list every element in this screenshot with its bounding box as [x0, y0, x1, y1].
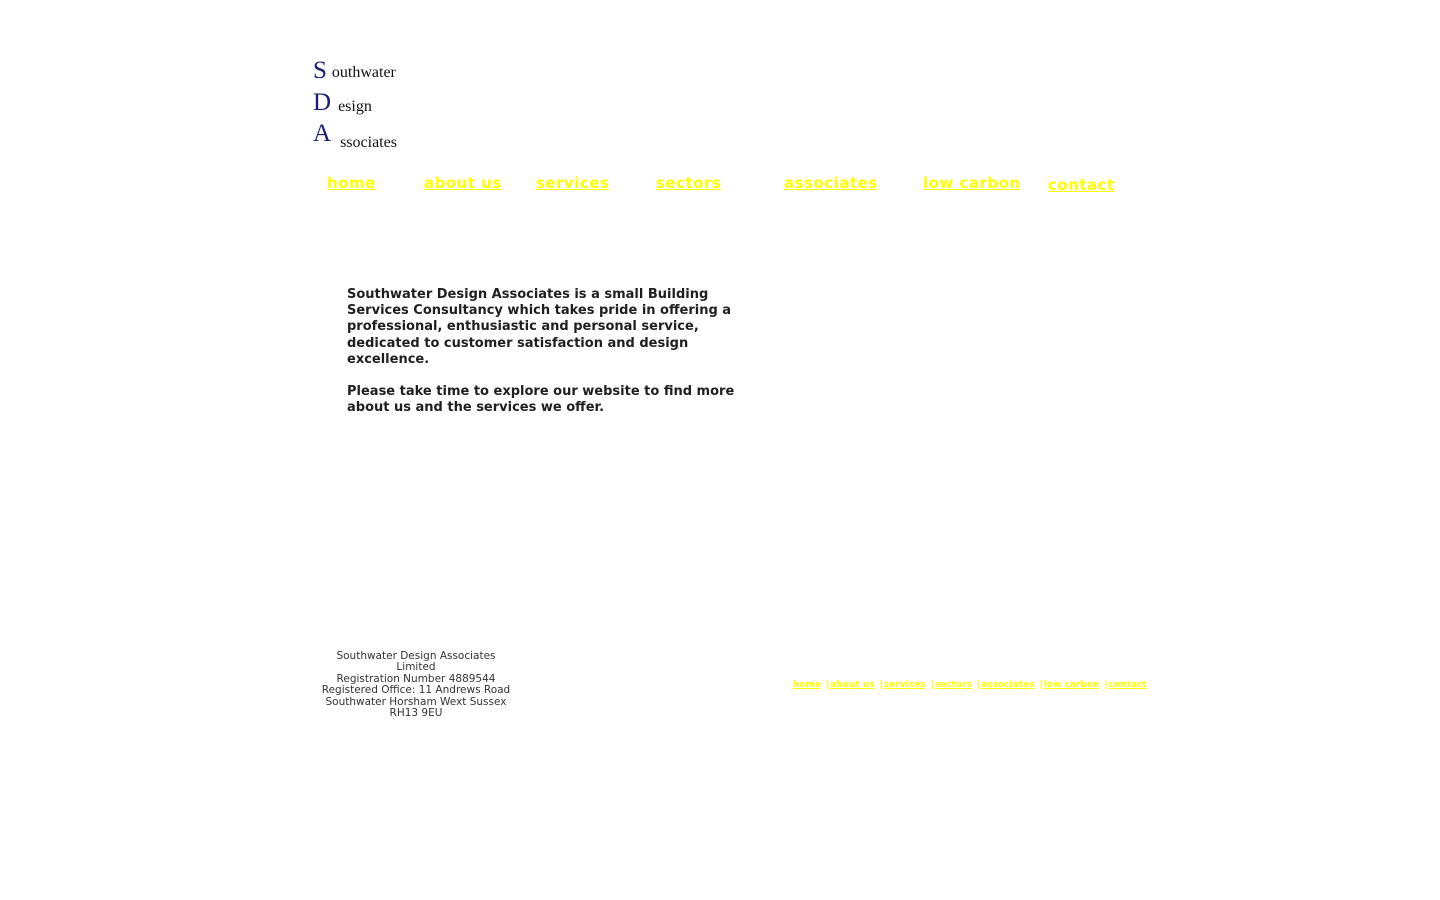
footer-link-contact[interactable]: contact	[1108, 680, 1147, 690]
address-line-office: Registered Office: 11 Andrews Road	[321, 684, 511, 697]
nav-link-low-carbon[interactable]: low carbon	[923, 174, 1021, 192]
address-line-company: Southwater Design Associates Limited	[336, 650, 496, 674]
footer-link-low-carbon[interactable]: low carbon	[1043, 680, 1100, 690]
footer-separator: |	[930, 680, 934, 690]
intro-text	[347, 287, 749, 416]
footer-link-associates[interactable]: associates	[981, 680, 1035, 690]
footer-separator: |	[1039, 680, 1043, 690]
footer-nav	[793, 680, 1147, 690]
logo-text: ssociates	[340, 134, 397, 151]
nav-link-associates[interactable]: associates	[784, 174, 878, 192]
footer-link-about-us[interactable]: about us	[830, 680, 875, 690]
address-line-town: Southwater Horsham Wext Sussex	[325, 695, 507, 708]
intro-paragraph-2: Please take time to explore our website to find more about us and the services we offer.	[347, 384, 735, 416]
logo-text: esign	[338, 98, 372, 115]
address-line-registration: Registration Number 4889544	[336, 672, 496, 685]
intro-paragraph-1: Southwater Design Associates is a small Building Services Consultancy which takes pride in offering a professional, enthusiastic and personal service, dedicated to customer satisfaction and design excellence.	[347, 287, 732, 367]
site-logo	[313, 57, 397, 151]
logo-line	[313, 58, 397, 83]
logo-line	[313, 90, 397, 115]
footer-link-home[interactable]: home	[793, 680, 822, 690]
nav-link-services[interactable]: services	[536, 174, 610, 192]
address-line-postcode: RH13 9EU	[389, 707, 443, 720]
nav-link-home[interactable]: home	[327, 174, 376, 192]
logo-initial: D	[313, 89, 332, 116]
footer-separator: |	[977, 680, 981, 690]
footer-separator: |	[879, 680, 883, 690]
logo-initial: A	[313, 120, 332, 147]
main-nav	[0, 174, 1440, 198]
footer-link-sectors[interactable]: sectors	[934, 680, 973, 690]
nav-link-contact[interactable]: contact	[1048, 176, 1115, 194]
logo-line	[313, 120, 397, 151]
logo-initial: S	[313, 57, 327, 84]
footer-separator: |	[1104, 680, 1108, 690]
footer-address	[316, 651, 516, 719]
logo-text: outhwater	[331, 64, 396, 81]
nav-link-sectors[interactable]: sectors	[656, 174, 722, 192]
footer-separator: |	[826, 680, 830, 690]
nav-link-about-us[interactable]: about us	[424, 174, 502, 192]
footer-link-services[interactable]: services	[883, 680, 926, 690]
